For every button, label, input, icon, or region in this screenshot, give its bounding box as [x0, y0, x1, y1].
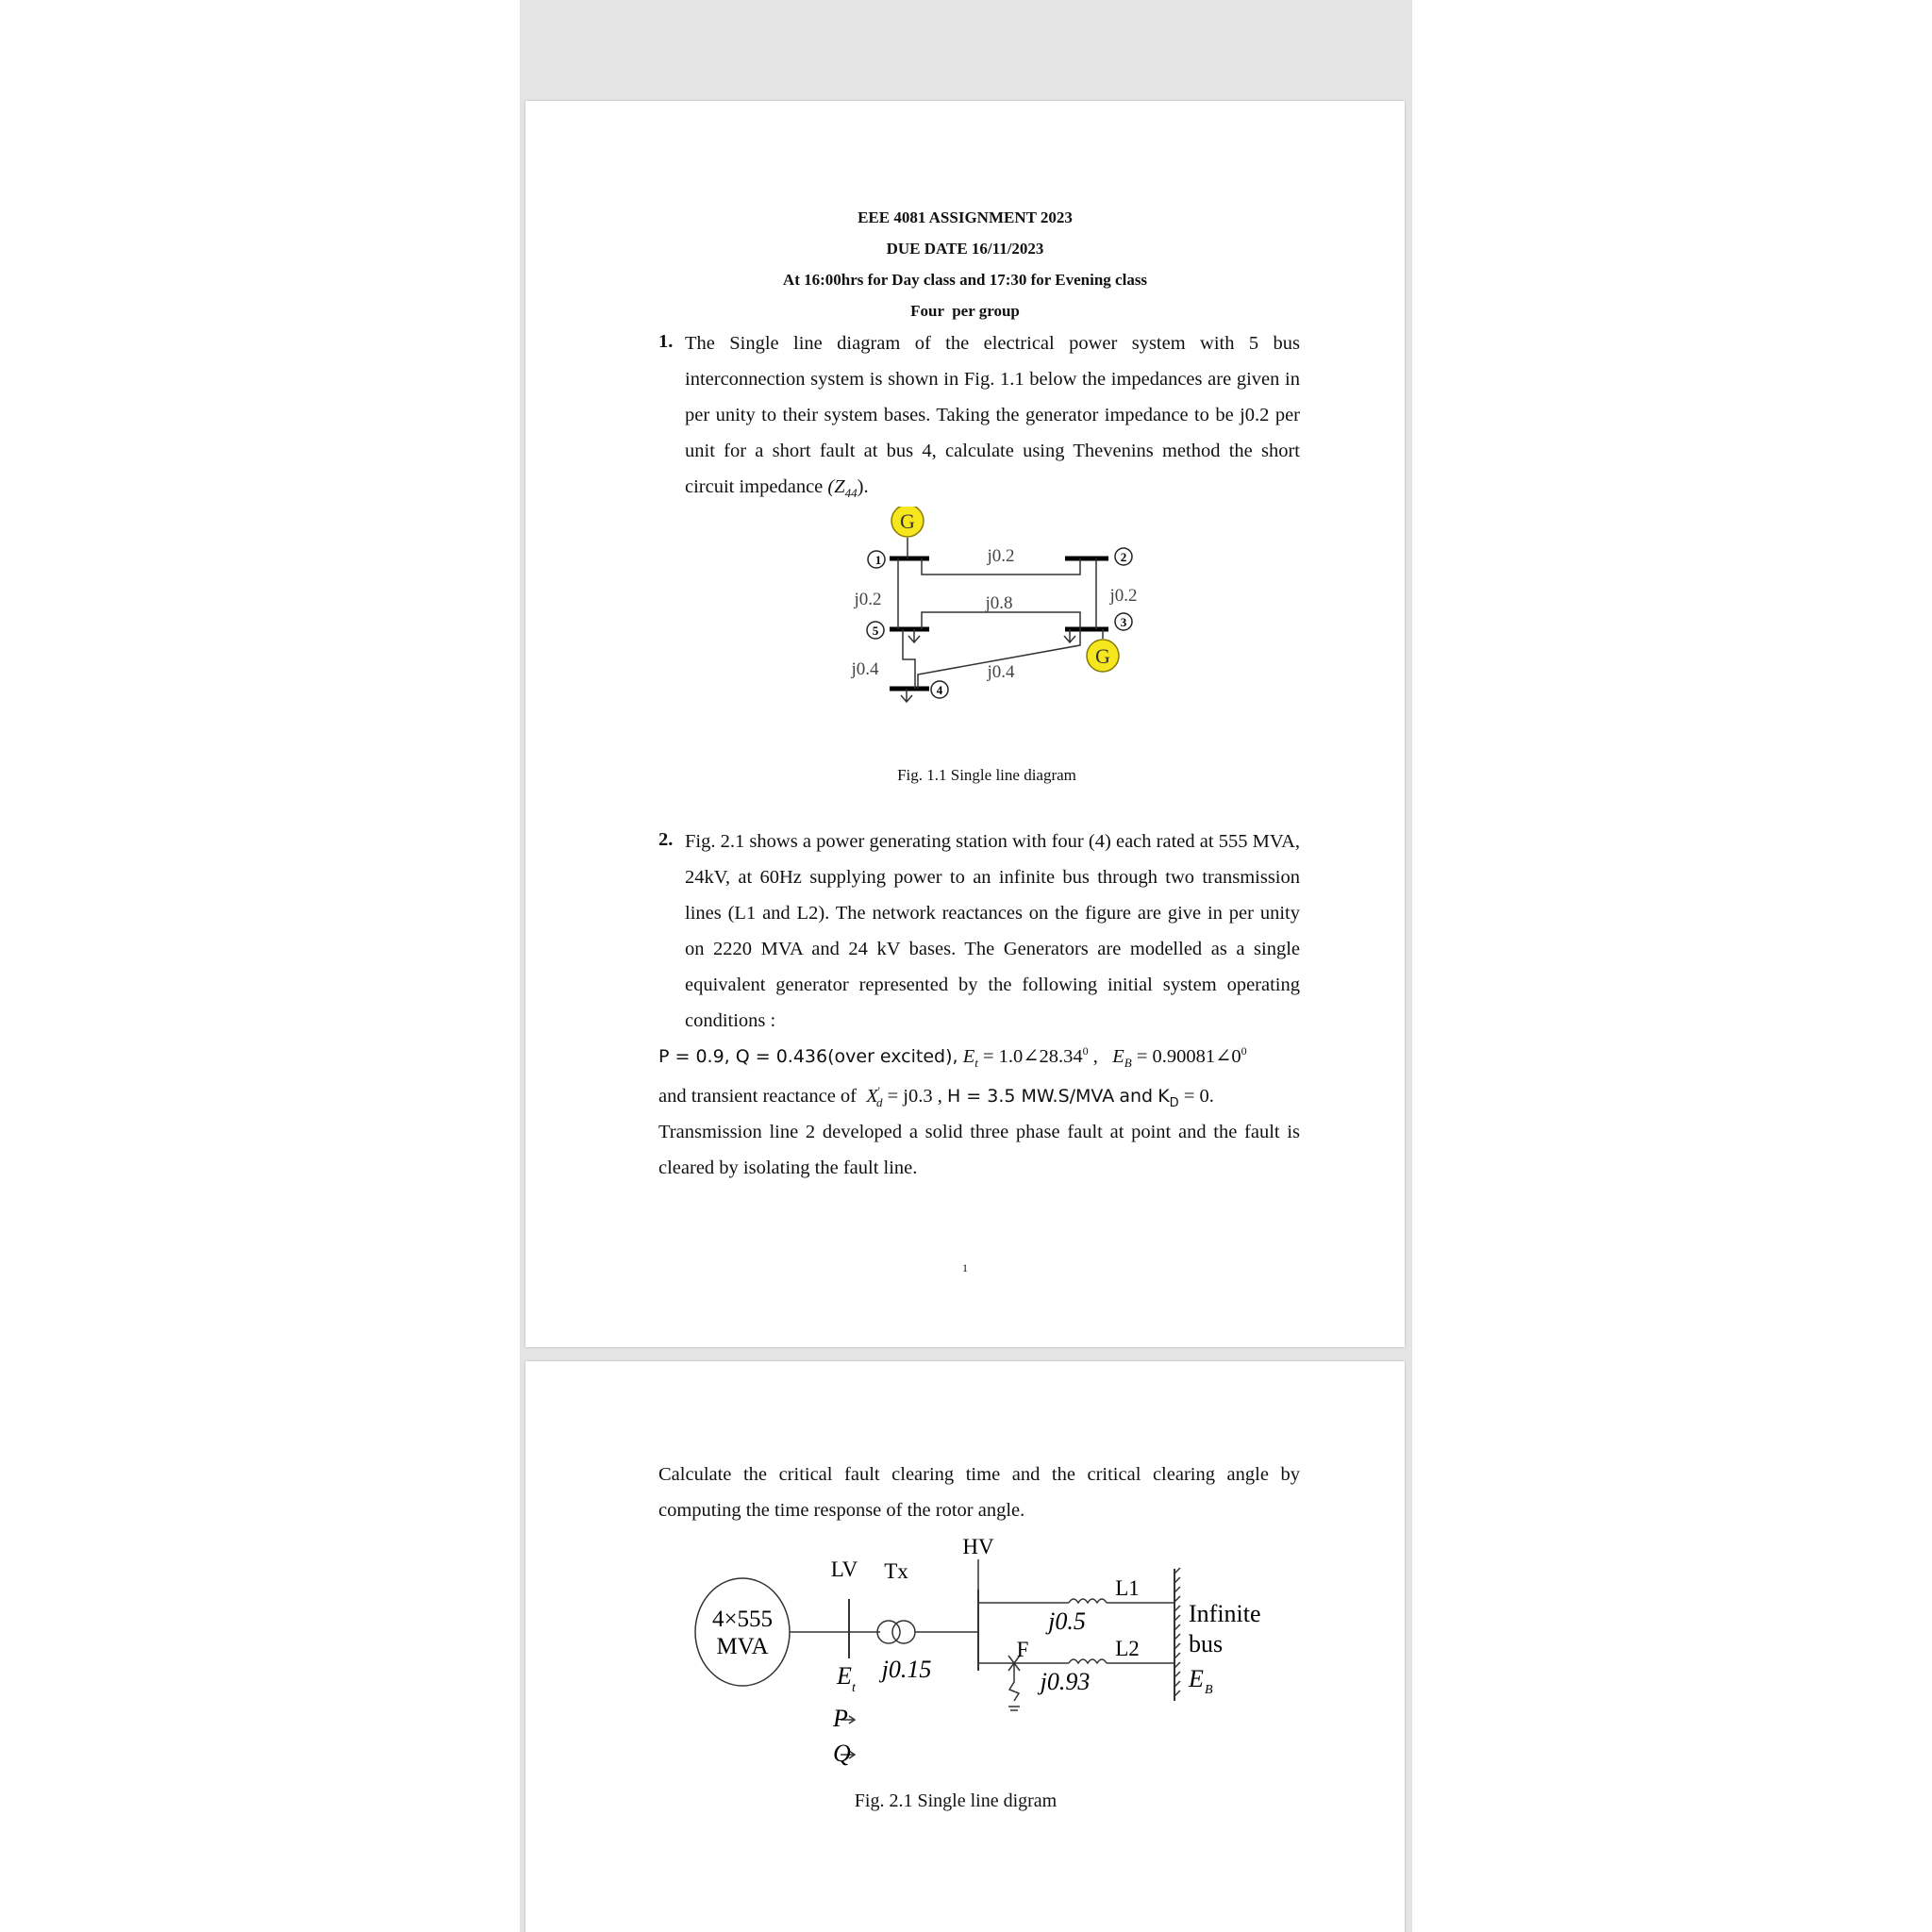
line-5-4: [903, 629, 915, 689]
page-2: [525, 1361, 1405, 1932]
et-value: = 1.0∠28.34: [982, 1046, 1083, 1067]
gen-rating-label: 4×555: [711, 1607, 774, 1632]
page-number: 1: [962, 1261, 968, 1274]
fig-1-1-single-line-diagram: [525, 507, 1405, 733]
and-word: and: [1119, 1085, 1154, 1107]
et-label: E: [837, 1662, 852, 1690]
question-1-body: The Single line diagram of the electrical power system with 5 bus interconnection system is shown in Fig. 1.1 below the impedances are given in per unity to their system bases. Taking the generator impedance to be j0.2 per unit for a short fault at bus 4, calculate using Thevenins method the short circuit impedance: [685, 333, 1300, 497]
et-symbol: E: [962, 1046, 975, 1067]
l1-label: L1: [1115, 1576, 1140, 1600]
bus-1-number: 1: [874, 553, 882, 567]
fault-description: Transmission line 2 developed a solid three phase fault at point and the fault is cleared by isolating the fault line.: [658, 1122, 1300, 1178]
l1-reactance: j0.5: [1048, 1607, 1086, 1635]
q-label: Q: [833, 1740, 851, 1767]
bus-4-number: 4: [936, 683, 943, 697]
et-sub: t: [974, 1056, 978, 1071]
gen-mva-label: MVA: [716, 1634, 769, 1659]
z-symbol: (Z: [827, 476, 845, 497]
eb-degree: 0: [1241, 1044, 1247, 1058]
xd-sub: d: [875, 1094, 883, 1109]
page-1: [525, 101, 1405, 1347]
assignment-title: EEE 4081 ASSIGNMENT 2023: [858, 208, 1073, 226]
eb-label: E: [1189, 1665, 1204, 1692]
eb-value: = 0.90081∠0: [1136, 1046, 1241, 1067]
operating-conditions-line: P = 0.9, Q = 0.436(over excited), $E_t$ = $1.0\angle 28.34^0$ , $E_B$ = $0.90081\angle 0^0$: [658, 1044, 1247, 1071]
impedance-5-3: j0.8: [985, 593, 1013, 613]
transient-line: and transient reactance of $X'_d = j0.3$ , H = 3.5 MW.S/MVA and $K_D = 0$.: [658, 1084, 1214, 1110]
due-date: DUE DATE 16/11/2023: [886, 240, 1044, 258]
question-1-number: 1.: [658, 331, 674, 352]
eb-sub: B: [1124, 1056, 1132, 1071]
gen-3-label: G: [1095, 644, 1110, 668]
xd-value: = j0.3: [887, 1085, 933, 1107]
generator-4x555: [695, 1578, 790, 1686]
eb-label-sub: B: [1205, 1683, 1213, 1697]
l1-inductor: [1069, 1599, 1107, 1603]
impedance-5-4: j0.4: [851, 659, 879, 679]
kd-sub: D: [1169, 1095, 1179, 1110]
bus-2-number: 2: [1120, 550, 1127, 564]
z-subscript: 44: [844, 486, 858, 501]
fault-label: F: [1016, 1638, 1029, 1661]
gen-1-label: G: [900, 509, 915, 533]
eb-symbol: E: [1112, 1046, 1124, 1067]
impedance-1-2: j0.2: [987, 546, 1015, 566]
bus-3-number: 3: [1120, 615, 1127, 629]
et-degree: 0: [1082, 1044, 1089, 1058]
z-end: ).: [857, 476, 869, 497]
fault-lightning: [1009, 1663, 1019, 1701]
fig-1-1-caption: Fig. 1.1 Single line diagram: [897, 766, 1076, 784]
fig-2-1-single-line-diagram: [525, 1531, 1405, 1814]
bus-5-number: 5: [872, 624, 879, 638]
infinite-label: Infinite: [1189, 1600, 1261, 1627]
document-viewer[interactable]: [520, 0, 1412, 1932]
question-1-text: [685, 325, 1300, 511]
tx-reactance: j0.15: [881, 1656, 932, 1683]
tx-label: Tx: [884, 1559, 908, 1583]
impedance-1-5: j0.2: [854, 590, 882, 609]
l2-inductor: [1069, 1659, 1107, 1663]
kd-value: = 0.: [1183, 1085, 1214, 1107]
bus-label: bus: [1189, 1630, 1224, 1657]
lv-label: LV: [830, 1557, 858, 1581]
line-5-3: [922, 612, 1080, 629]
hv-label: HV: [962, 1535, 994, 1558]
impedance-4-3: j0.4: [987, 662, 1015, 682]
l2-reactance: j0.93: [1040, 1668, 1091, 1695]
page-2-question-text: Calculate the critical fault clearing time and the critical clearing angle by computing the time response of the rotor angle.: [658, 1464, 1300, 1521]
pq-values: P = 0.9, Q = 0.436(over excited),: [658, 1046, 958, 1067]
xd-symbol: X: [866, 1085, 878, 1107]
l2-label: L2: [1115, 1637, 1140, 1660]
et-label-sub: t: [852, 1681, 856, 1695]
question-2-text: Fig. 2.1 shows a power generating station with four (4) each rated at 555 MVA, 24kV, at 60Hz supplying power to an infinite bus through two transmission lines (L1 and L2). The network reactances on the figure are give in per unity on 2220 MVA and 24 kV bases. The Generators are modelled as a single equivalent generator represented by the following initial system operating conditions :: [685, 831, 1300, 1031]
submission-time: At 16:00hrs for Day class and 17:30 for Evening class: [782, 271, 1148, 289]
impedance-2-3: j0.2: [1109, 586, 1138, 606]
inertia-value: H = 3.5 MW.S/MVA: [946, 1085, 1115, 1107]
kd-symbol: K: [1158, 1085, 1170, 1107]
transformer-coil-2: [892, 1621, 915, 1643]
transient-intro: and transient reactance of: [658, 1085, 858, 1107]
fig-2-1-caption: Fig. 2.1 Single line digram: [854, 1790, 1058, 1811]
p-label: P: [833, 1705, 848, 1732]
group-size: Four per group: [910, 302, 1020, 320]
xd-prime: ': [877, 1084, 880, 1097]
question-2-number: 2.: [658, 829, 674, 850]
